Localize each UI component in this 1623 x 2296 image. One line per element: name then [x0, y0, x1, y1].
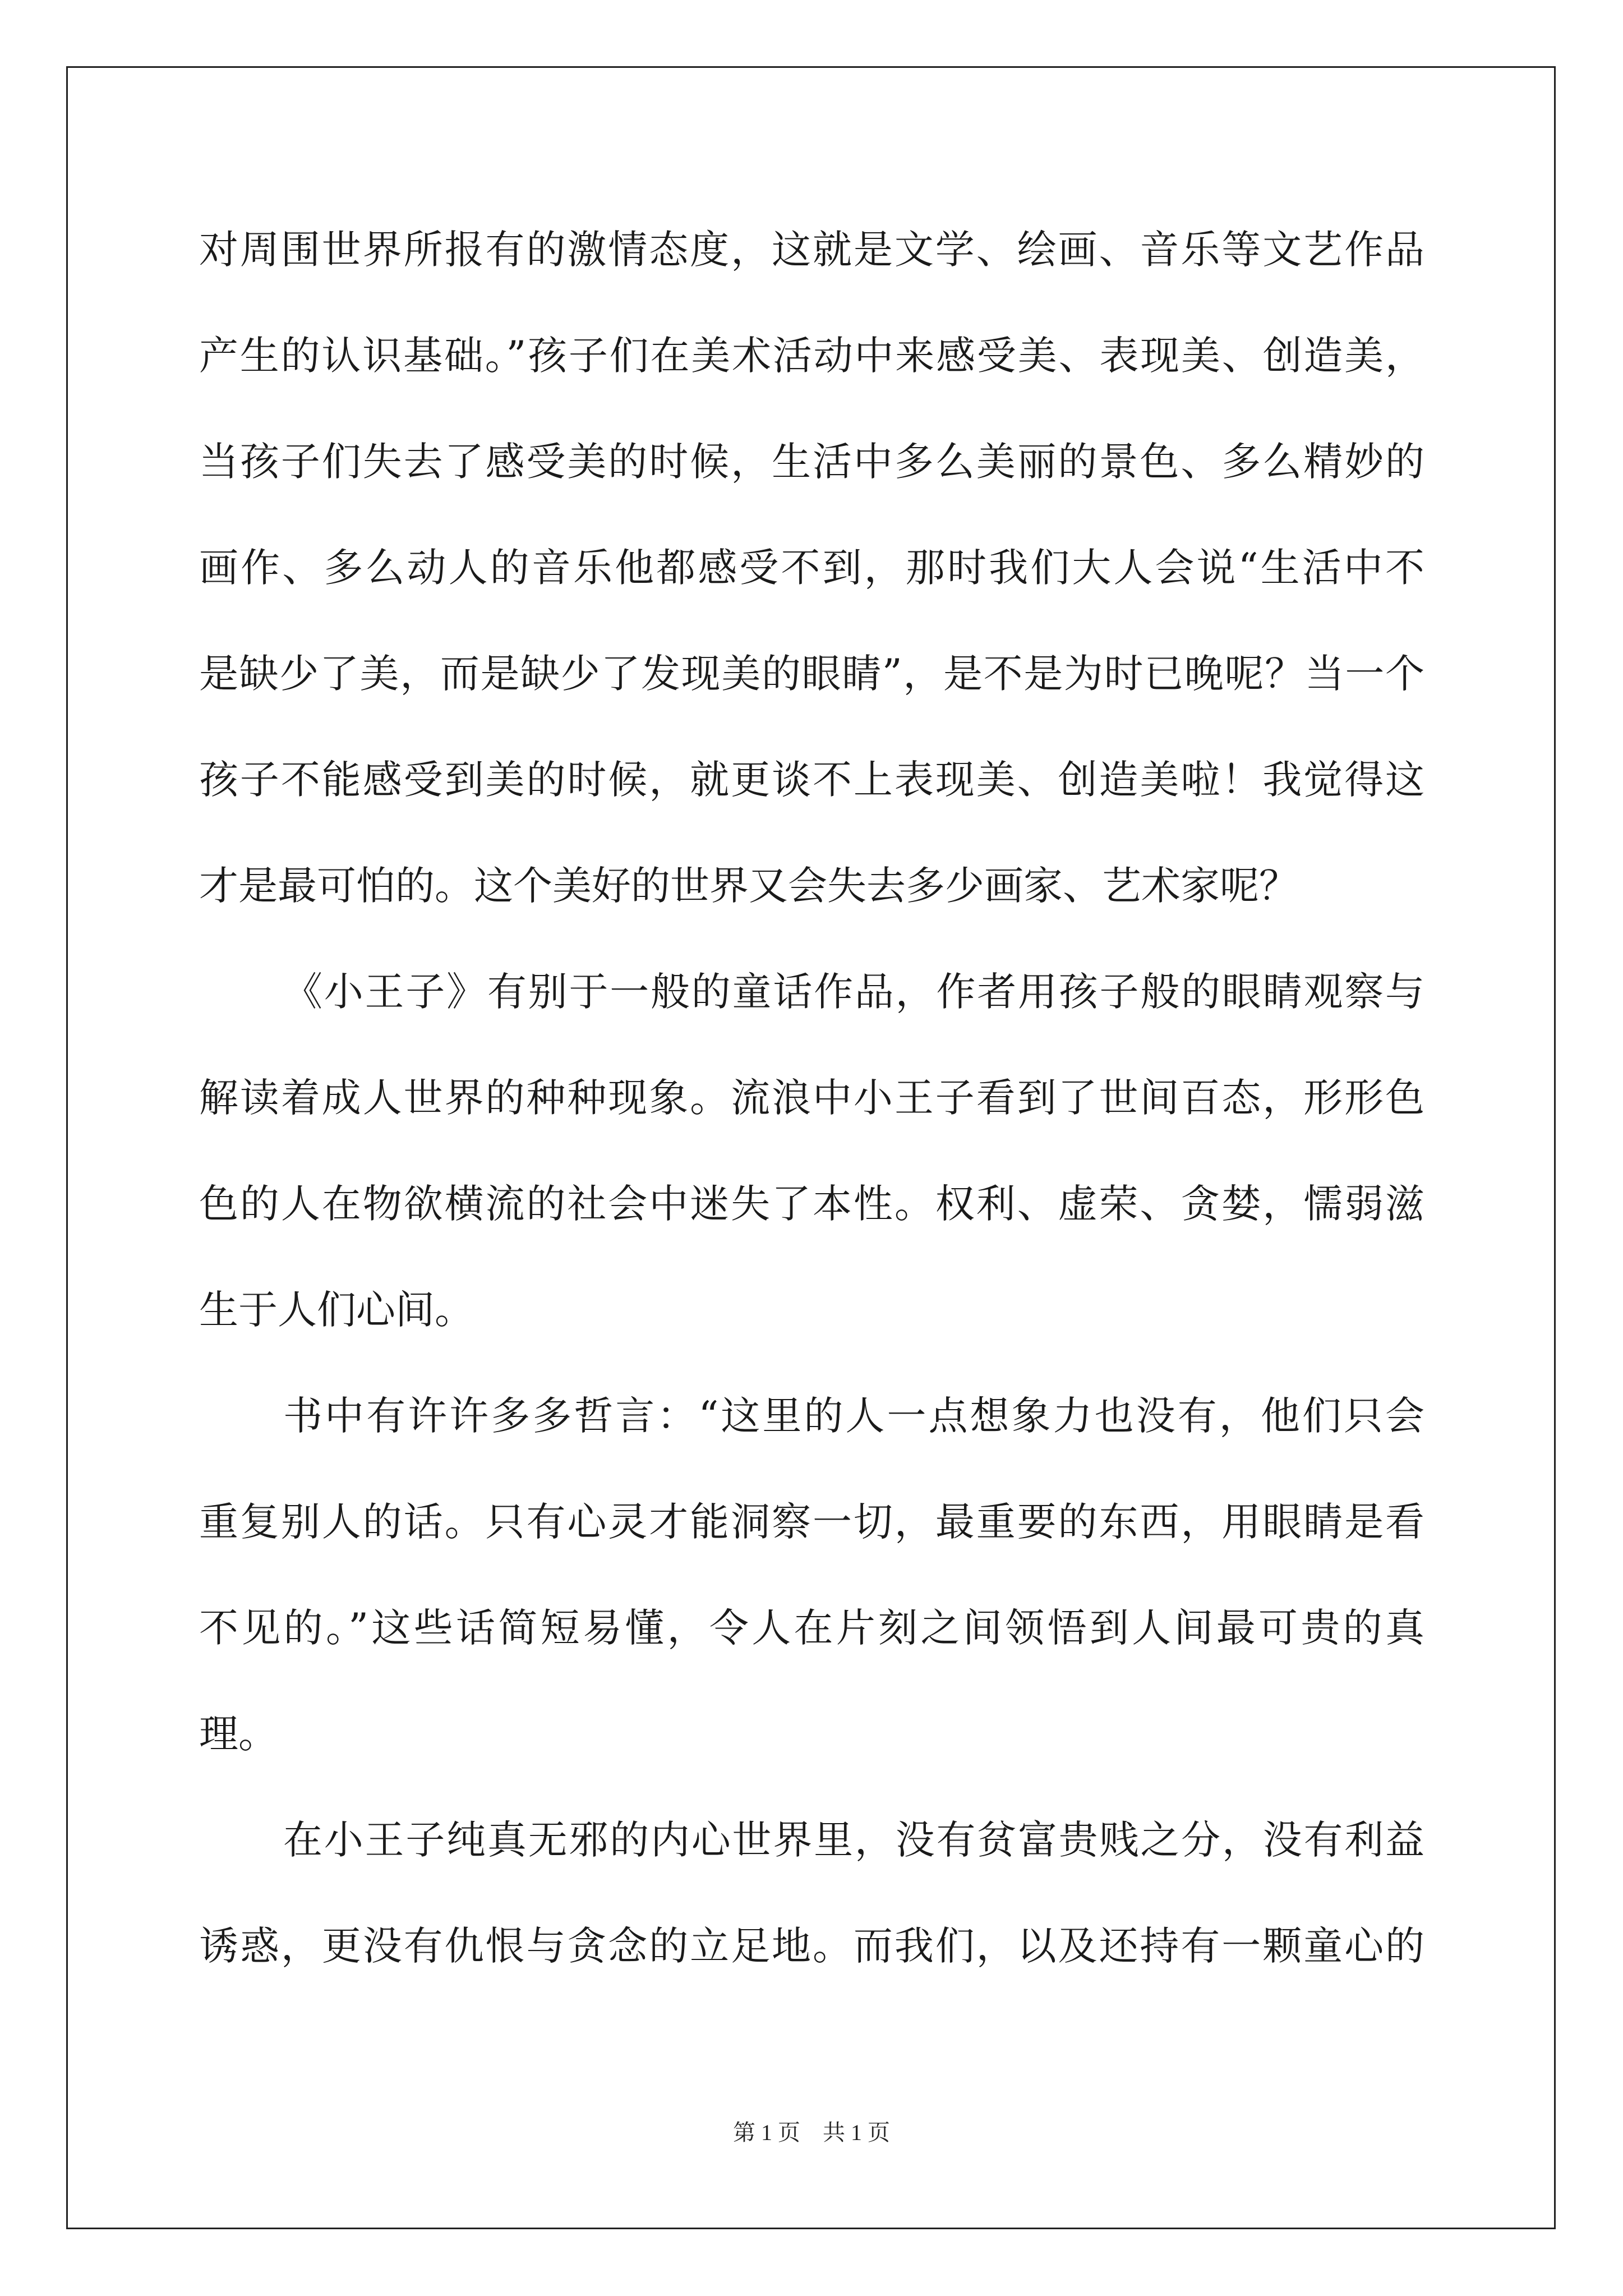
text-line: 诱惑，更没有仇恨与贪念的立足地。而我们，以及还持有一颗童心的	[199, 1923, 1424, 1969]
paragraph-first-line: 在小王子纯真无邪的内心世界里，没有贫富贵贱之分，没有利益	[283, 1817, 1424, 1863]
paragraph-first-line: 书中有许许多多哲言：“这里的人一点想象力也没有，他们只会	[283, 1393, 1424, 1439]
text-line: 是缺少了美，而是缺少了发现美的眼睛”，是不是为时已晚呢？当一个	[199, 651, 1424, 697]
document-body	[199, 213, 1424, 2016]
text-line: 理。	[199, 1711, 278, 1757]
text-line: 画作、多么动人的音乐他都感受不到，那时我们大人会说“生活中不	[199, 545, 1424, 591]
text-line: 重复别人的话。只有心灵才能洞察一切，最重要的东西，用眼睛是看	[199, 1499, 1424, 1545]
text-line: 产生的认识基础。”孩子们在美术活动中来感受美、表现美、创造美，	[199, 333, 1424, 379]
text-line: 解读着成人世界的种种现象。流浪中小王子看到了世间百态，形形色	[199, 1075, 1424, 1121]
text-line: 才是最可怕的。这个美好的世界又会失去多少画家、艺术家呢？	[199, 863, 1298, 909]
text-line: 不见的。”这些话简短易懂，令人在片刻之间领悟到人间最可贵的真	[199, 1605, 1424, 1651]
text-line: 对周围世界所报有的激情态度，这就是文学、绘画、音乐等文艺作品	[199, 227, 1424, 273]
paragraph-first-line: 《小王子》有别于一般的童话作品，作者用孩子般的眼睛观察与	[283, 969, 1424, 1015]
text-line: 生于人们心间。	[199, 1287, 474, 1333]
text-line: 色的人在物欲横流的社会中迷失了本性。权利、虚荣、贪婪，懦弱滋	[199, 1181, 1424, 1227]
text-line: 当孩子们失去了感受美的时候，生活中多么美丽的景色、多么精妙的	[199, 439, 1424, 485]
page-number-footer: 第 1 页 共 1 页	[733, 2120, 890, 2145]
text-line: 孩子不能感受到美的时候，就更谈不上表现美、创造美啦！我觉得这	[199, 757, 1424, 803]
